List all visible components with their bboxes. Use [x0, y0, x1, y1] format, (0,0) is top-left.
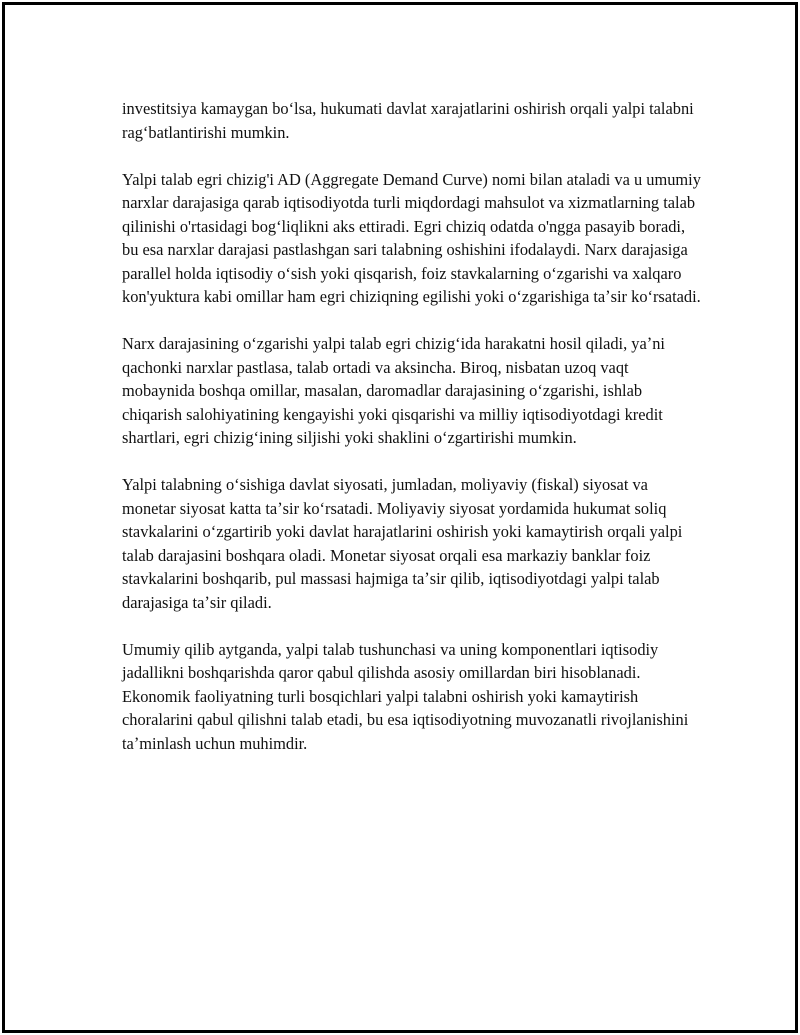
paragraph-4: Yalpi talabning oʻsishiga davlat siyosati, jumladan, moliyaviy (fiskal) siyosat va monetar siyosat katta taʼsir koʻrsatadi. Moliyaviy siyosat yordamida hukumat soliq stavkalarini oʻzgartirib yoki davlat harajatlarini oshirish yoki kamaytirish orqali yalpi talab darajasini boshqara oladi. Monetar siyosat orqali esa markaziy banklar foiz stavkalarini boshqarib, pul massasi hajmiga taʼsir qilib, iqtisodiyotdagi yalpi talab darajasiga taʼsir qiladi.: [122, 475, 683, 612]
page-frame: [2, 2, 798, 1033]
paragraph-3: Narx darajasining oʻzgarishi yalpi talab egri chizigʻida harakatni hosil qiladi, yaʼni qachonki narxlar pastlasa, talab ortadi va aksincha. Biroq, nisbatan uzoq vaqt mobaynida boshqa omillar, masalan, daromadlar darajasining oʻzgarishi, ishlab chiqarish salohiyatining kengayishi yoki qisqarishi va milliy iqtisodiyotdagi kredit shartlari, egri chizigʻining siljishi yoki shaklini oʻzgartirishi mumkin.: [122, 334, 665, 447]
paragraph-5: Umumiy qilib aytganda, yalpi talab tushunchasi va uning komponentlari iqtisodiy jadallikni boshqarishda qaror qabul qilishda asosiy omillardan biri hisoblanadi. Ekonomik faoliyatning turli bosqichlari yalpi talabni oshirish yoki kamaytirish choralarini qabul qilishni talab etadi, bu esa iqtisodiyotning muvozanatli rivojlanishini taʼminlash uchun muhimdir.: [122, 639, 689, 753]
document-body: [122, 97, 702, 779]
paragraph-2: Yalpi talab egri chizig'i AD (Aggregate Demand Curve) nomi bilan ataladi va u umumiy narxlar darajasiga qarab iqtisodiyotda turli miqdordagi mahsulot va xizmatlarning talab qilinishi o'rtasidagi bogʻliqlikni aks ettiradi. Egri chiziq odatda o'ngga pasayib boradi, bu esa narxlar darajasi pastlashgan sari talabning oshishini ifodalaydi. Narx darajasiga parallel holda iqtisodiy oʻsish yoki qisqarish, foiz stavkalarning oʻzgarishi va xalqaro kon'yuktura kabi omillar ham egri chiziqning egilishi yoki oʻzgarishiga taʼsir koʻrsatadi.: [122, 169, 701, 306]
paragraph-1: investitsiya kamaygan boʻlsa, hukumati davlat xarajatlarini oshirish orqali yalpi talabni ragʻbatlantirishi mumkin.: [122, 99, 694, 142]
